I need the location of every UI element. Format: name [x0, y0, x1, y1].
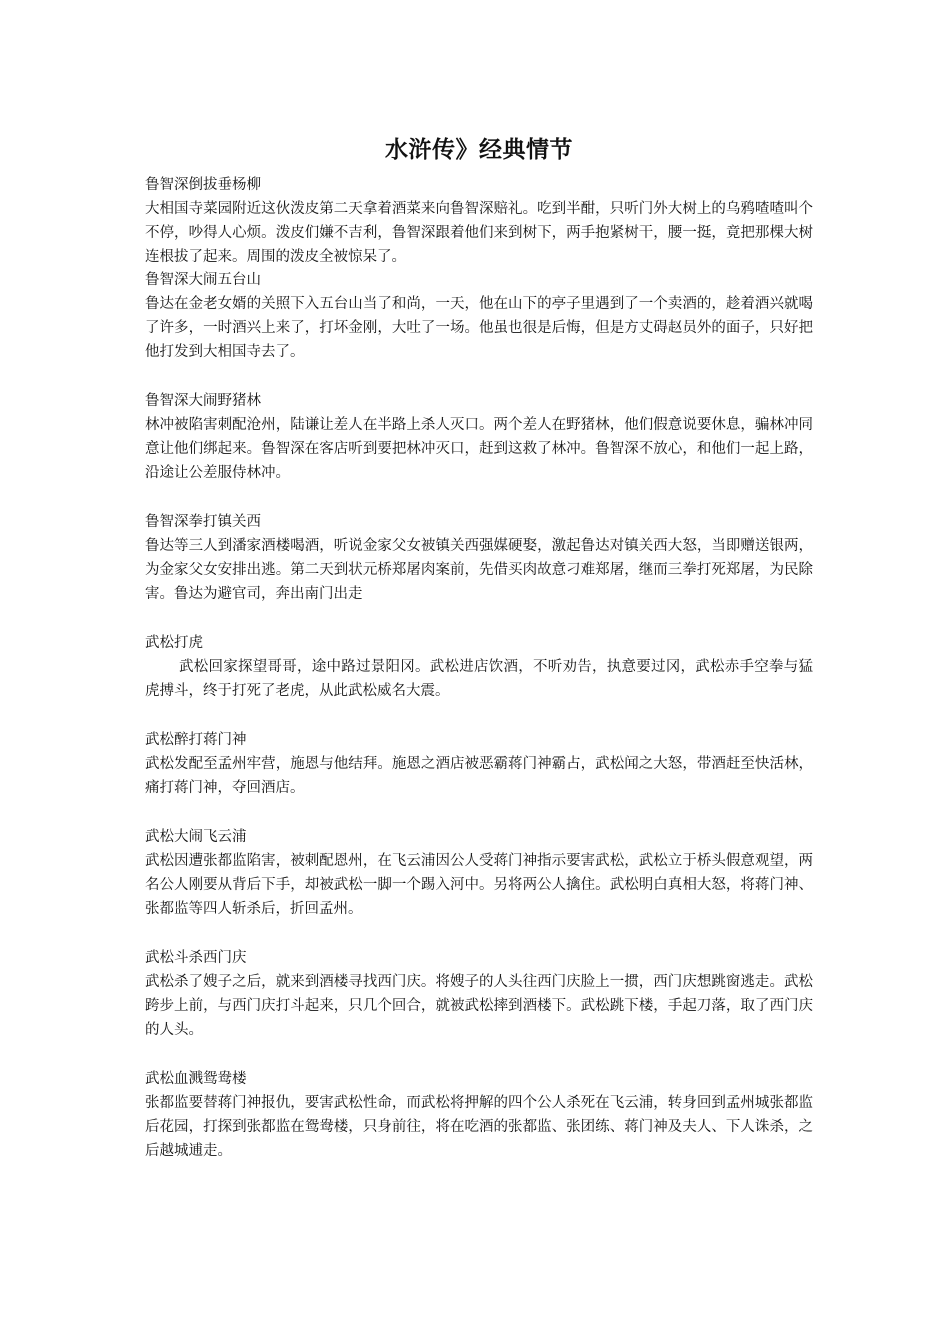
section-wu-song-jiang-menshen	[145, 729, 813, 800]
section-body: 武松因遭张都监陷害，被刺配恩州，在飞云浦因公人受蒋门神指示要害武松，武松立于桥头假意观望，两名公人刚要从背后下手，却被武松一脚一个踢入河中。另将两公人擒住。武松明白真相大怒，将蒋门神、张都监等四人斩杀后，折回孟州。	[145, 853, 813, 917]
document-title: 水浒传》经典情节	[385, 137, 573, 163]
section-body: 大相国寺菜园附近这伙泼皮第二天拿着酒菜来向鲁智深赔礼。吃到半酣，只听门外大树上的乌鸦喳喳叫个不停，吵得人心烦。泼皮们嫌不吉利，鲁智深跟着他们来到树下，两手抱紧树干，腰一挺，竟把那棵大树连根拔了起来。周围的泼皮全被惊呆了。	[145, 201, 813, 265]
section-lu-zhishen-zhenguanxi	[145, 511, 813, 606]
section-body: 武松杀了嫂子之后，就来到酒楼寻找西门庆。将嫂子的人头往西门庆脸上一掼，西门庆想跳窗逃走。武松跨步上前，与西门庆打斗起来，只几个回合，就被武松摔到酒楼下。武松跳下楼，手起刀落，取了西门庆的人头。	[145, 974, 813, 1038]
section-body: 武松发配至孟州牢营，施恩与他结拜。施恩之酒店被恶霸蒋门神霸占，武松闻之大怒，带酒赶至快活林，痛打蒋门神，夺回酒店。	[145, 756, 813, 796]
section-lu-zhishen-wild-boar-forest	[145, 390, 813, 485]
section-lu-zhishen-wutai-mountain	[145, 269, 813, 364]
section-body: 武松回家探望哥哥，途中路过景阳冈。武松进店饮酒，不听劝告，执意要过冈，武松赤手空拳与猛虎搏斗，终于打死了老虎，从此武松威名大震。	[145, 659, 813, 699]
section-body: 林冲被陷害刺配沧州，陆谦让差人在半路上杀人灭口。两个差人在野猪林，他们假意说要休息，骗林冲同意让他们绑起来。鲁智深在客店听到要把林冲灭口，赶到这救了林冲。鲁智深不放心，和他们一起上路，沿途让公差服侍林冲。	[145, 417, 813, 481]
section-heading: 鲁智深大闹五台山	[145, 272, 261, 288]
section-wu-song-yuanyang-tower	[145, 1068, 813, 1163]
section-heading: 武松斗杀西门庆	[145, 950, 247, 966]
document-page	[145, 130, 813, 1163]
section-wu-song-feiyunpu	[145, 826, 813, 921]
section-body: 张都监要替蒋门神报仇，要害武松性命，而武松将押解的四个公人杀死在飞云浦，转身回到孟州城张都监后花园，打探到张都监在鸳鸯楼，只身前往，将在吃酒的张都监、张团练、蒋门神及夫人、下人诛杀，之后越城逋走。	[145, 1095, 813, 1159]
section-body: 鲁达在金老女婿的关照下入五台山当了和尚，一天，他在山下的亭子里遇到了一个卖酒的，趁着酒兴就喝了许多，一时酒兴上来了，打坏金刚，大吐了一场。他虽也很是后悔，但是方丈碍赵员外的面子，只好把他打发到大相国寺去了。	[145, 296, 813, 360]
section-heading: 武松醉打蒋门神	[145, 732, 247, 748]
section-lu-zhishen-uproots-willow	[145, 174, 813, 269]
section-wu-song-tiger	[145, 632, 813, 703]
section-wu-song-ximen-qing	[145, 947, 813, 1042]
section-heading: 武松血溅鸳鸯楼	[145, 1071, 247, 1087]
section-body: 鲁达等三人到潘家酒楼喝酒，听说金家父女被镇关西强媒硬娶，激起鲁达对镇关西大怒，当即赠送银两，为金家父女安排出逃。第二天到状元桥郑屠肉案前，先借买肉故意刁难郑屠，继而三拳打死郑屠，为民除害。鲁达为避官司，奔出南门出走	[145, 538, 813, 602]
section-heading: 鲁智深拳打镇关西	[145, 514, 261, 530]
section-heading: 鲁智深大闹野猪林	[145, 393, 261, 409]
section-heading: 武松打虎	[145, 635, 203, 651]
section-heading: 鲁智深倒拔垂杨柳	[145, 177, 261, 193]
section-heading: 武松大闹飞云浦	[145, 829, 247, 845]
